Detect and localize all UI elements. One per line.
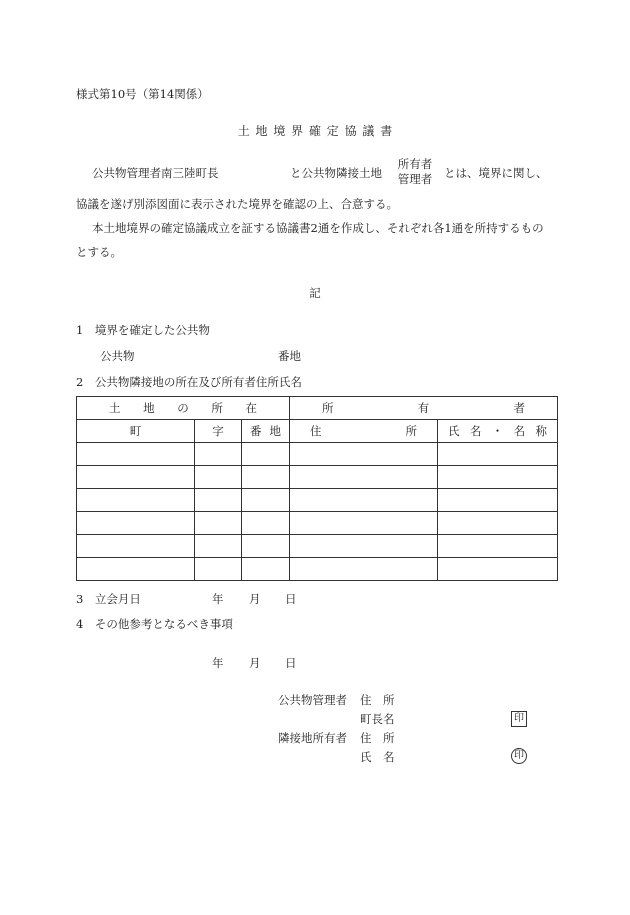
- intro-role-owner: 所有者: [397, 157, 433, 171]
- date-year: 年: [212, 656, 224, 670]
- intro-line2: 協議を遂げ別添図面に表示された境界を確認の上、合意する。: [76, 197, 398, 211]
- date-month: 月: [249, 656, 261, 670]
- item3-year: 年: [212, 592, 224, 606]
- item1-public-label: 公共物: [100, 349, 135, 363]
- document-title: 土 地 境 界 確 定 協 議 書: [237, 124, 393, 138]
- neighbor-land-table: [76, 396, 558, 581]
- intro-party-b: と公共物隣接土地: [290, 166, 382, 180]
- neighbor-label: 隣接地所有者: [278, 731, 347, 745]
- table-row: [77, 443, 558, 466]
- intro-para2-line2: とする。: [76, 245, 122, 259]
- neighbor-name-label: 氏 名: [360, 750, 395, 764]
- neighbor-address-label: 住 所: [360, 731, 395, 745]
- item3-month: 月: [249, 592, 261, 606]
- header-town: 町: [77, 420, 195, 443]
- ki-heading: 記: [309, 286, 321, 300]
- intro-line1-end: とは、境界に関し、: [444, 166, 548, 180]
- header-name: 氏 名 ・ 名 称: [438, 420, 558, 443]
- intro-role-stack: [393, 157, 437, 187]
- table-row: [77, 512, 558, 535]
- manager-label: 公共物管理者: [278, 693, 347, 707]
- seal-round-icon: 印: [511, 748, 527, 764]
- seal-square-icon: 印: [511, 711, 527, 727]
- item1-banchi-label: 番地: [278, 349, 301, 363]
- intro-party-a: 公共物管理者南三陸町長: [92, 166, 219, 180]
- intro-para2-line1: 本土地境界の確定協議成立を証する協議書2通を作成し、それぞれ各1通を所持するもの: [92, 221, 544, 235]
- table-header-row-2: [77, 420, 558, 443]
- item3-heading: 3 立会月日: [76, 592, 141, 606]
- table-header-row-1: [77, 397, 558, 420]
- date-day: 日: [285, 656, 297, 670]
- table-row: [77, 558, 558, 581]
- header-land-location: 土 地 の 所 在: [77, 397, 290, 420]
- form-number: 様式第10号（第14関係）: [76, 87, 209, 101]
- table-row: [77, 535, 558, 558]
- intro-role-manager: 管理者: [397, 172, 433, 186]
- table-row: [77, 466, 558, 489]
- item2-heading: 2 公共物隣接地の所在及び所有者住所氏名: [76, 375, 302, 389]
- header-owner: 所 有 者: [290, 397, 558, 420]
- header-aza: 字: [195, 420, 242, 443]
- item3-day: 日: [285, 592, 297, 606]
- table-row: [77, 489, 558, 512]
- header-address: 住 所: [290, 420, 438, 443]
- mayor-name-label: 町長名: [360, 712, 395, 726]
- manager-address-label: 住 所: [360, 693, 395, 707]
- item4-heading: 4 その他参考となるべき事項: [76, 617, 233, 631]
- header-banchi: 番 地: [242, 420, 290, 443]
- item1-heading: 1 境界を確定した公共物: [76, 323, 210, 337]
